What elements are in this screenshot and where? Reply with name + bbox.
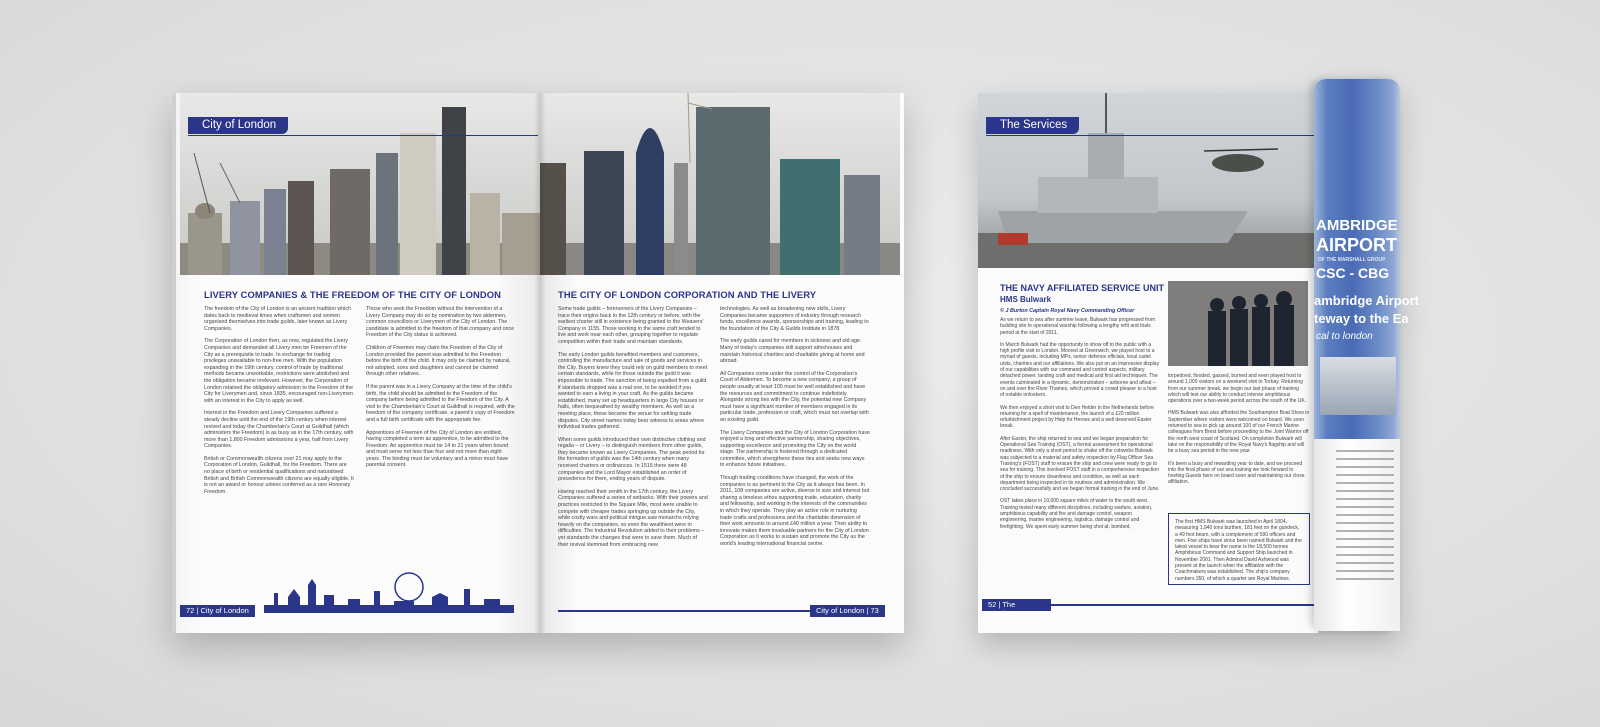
page-footer bbox=[982, 599, 1318, 618]
aircraft-photo bbox=[1320, 357, 1396, 415]
paragraph: The early guilds cared for members in sickness and old age. Many of today's companies still support almshouses and maintain historical charities and charitable giving at home and abroad. bbox=[720, 338, 865, 365]
advert-text-lines bbox=[1314, 439, 1400, 631]
article-heading: LIVERY COMPANIES & THE FREEDOM OF THE CITY OF LONDON bbox=[204, 289, 502, 300]
paragraph: After Easter, the ship returned to sea and we began preparation for Operational Sea Training (OST), a formal assessment for operational readiness. With only a short period to shake off the cobwebs Bulwark was subjected to a material and safety inspection by Flag Officer Sea Training's (FOST) staff to ensure the ship and crew were ready to go to sea for training. This involved FOST staff in a comprehensive inspection of the ship to ensure cleanliness and condition, as well as each department being inspected in its routines and administration. We concluded successfully and we began formal training in the end of June. bbox=[1000, 435, 1160, 493]
article-columns bbox=[558, 306, 870, 554]
box-paragraph: The first HMS Bulwark was launched in April 1804, measuring 1,940 tons burthen, 181 feet on the gundeck, a 49 foot beam, with a complement of 590 officers and men. Five ships have since been named Bulwark and the latest vessel to bear the name is the 18,500 tonnes Amphibious Command and Support Ship launched in November 2001. Then Admiral David Ashwood was present at the launch when the affiliation with the Coachmakers was established. The ship's company numbers 350, of which a quarter are Royal Marines. bbox=[1175, 519, 1302, 582]
paragraph: In March Bulwark had the opportunity to show off to the public with a high profile visit to London. Moored at Greenwich, we played host to a myriad of guests, including MPs, senior defence officials, local cadet units, charities and our affiliations. We also put on an impressive display of our capabilities with our command and control aspects, military detached power, landing craft and medical and first aid techniques. The events culminated in a dynamic, demonstration – airborne and afloat – on and over the River Thames, which proved a crowd pleaser to a host of notable onlookers. bbox=[1000, 341, 1160, 399]
rolled-advert-page bbox=[1314, 79, 1419, 631]
page-number: 72 | City of London bbox=[180, 605, 255, 617]
skyline-photo-right bbox=[540, 93, 900, 275]
paragraph: As we return to sea after summer leave, Bulwark has progressed from building site to operational warship following a lengthy refit and trials period at the start of 2011. bbox=[1000, 317, 1156, 336]
crew-photo bbox=[1168, 281, 1308, 366]
paragraph: When some guilds introduced their own distinctive clothing and regalia – or Livery – to distinguish members from other guilds, they became known as Livery Companies. The peak period for the formation of guilds was the 14th century when many received charters or ordinances. In 1515 there were 48 companies and the Lord Mayor established an order of precedence for them, ending years of dispute. bbox=[558, 436, 706, 483]
text-column-2 bbox=[366, 306, 516, 501]
text-column-2 bbox=[720, 306, 870, 554]
rolled-magazine bbox=[978, 93, 1419, 633]
sailors-illustration bbox=[1168, 281, 1308, 366]
paragraph: Having reached their zenith in the 17th century, the Livery Companies suffered a series of setbacks. With their powers and practices restricted to the Square Mile, most were unable to compete with cheaper trades springing up outside the City, while costly wars and political intrigue saw monarchs relying heavily on the companies, so even the wealthiest were in difficulties. The Industrial Revolution added to their problems – yet standards the changes that were to save them. Much of their revival stemmed from embracing new bbox=[558, 488, 708, 548]
article-subheading: HMS Bulwark bbox=[1000, 295, 1052, 304]
footer-rule bbox=[1051, 604, 1318, 606]
page-number: City of London | 73 bbox=[810, 605, 885, 617]
paragraph: The Livery Companies and the City of London Corporation have enjoyed a long and effective partnership, sharing objectives, supporting excellence and promoting the City on the world stage. The partnership is fostered through a dedicated committee, which strengthens these ties and seeks new ways to enhance future initiatives. bbox=[720, 429, 870, 469]
page-footer bbox=[558, 605, 885, 617]
paragraph: Though trading conditions have changed, the work of the companies is as pertinent to the City as it always has been. In 2011, 108 companies are active, diverse in size and interest but sharing a timeless ethos supporting trade, education, charity and fellowship, and working in the interests of the communities in which they operate. They play an active role in nurturing trade crafts and professions and the charitable dimension of their work amounts to around £40 million a year. Their ability to innovate makes them invaluable partners for the City of London Corporation as it works to sustain and promote the City as the world's leading international financial centre. bbox=[720, 475, 870, 547]
text-column-1 bbox=[204, 306, 354, 501]
tag-rule bbox=[188, 135, 538, 136]
article-heading: THE NAVY AFFILIATED SERVICE UNIT bbox=[1000, 283, 1165, 293]
advert-text: AMBRIDGE bbox=[1316, 217, 1398, 234]
advert-text: cal to london bbox=[1316, 331, 1373, 342]
right-page bbox=[540, 93, 904, 633]
footer-rule bbox=[558, 610, 810, 612]
advert-text: AIRPORT bbox=[1316, 235, 1397, 255]
paragraph: It's been a busy and rewarding year to date, and we proceed into the final phase of our sea training we look forward to hosting Guests here on board soon and maintaining our close affiliation. bbox=[1168, 460, 1305, 486]
skyline-photo-left bbox=[180, 93, 540, 275]
paragraph: torpedoed, flooded, gassed, burned and even played host to around 1,000 visitors on a weekend visit to Torbay. Returning from our summer break, we begin our last phase of training which will test our ability to conduct intense amphibious operations over a two-week period across the south of the UK. bbox=[1168, 373, 1307, 405]
article-heading: THE CITY OF LONDON CORPORATION AND THE LIVERY bbox=[558, 289, 817, 300]
tag-rule bbox=[986, 135, 1316, 136]
warship-photo bbox=[978, 93, 1318, 268]
paragraph: The early London guilds benefited members and customers, controlling the manufacture and sale of goods and services in the City. Buyers knew they could rely on guild members to meet certain standards, while for those outside the guild it was impossible to trade. The sanction of being expelled from a guild if standards dropped was a real one, to be avoided if you wanted to earn a living in your craft. As the guilds became established, many set up headquarters in large City houses or halls, often bequeathed by wealthy members. As well as a meeting place, these became the venue for settling trade disputes. City street names today bear witness to areas where individual trades gathered. bbox=[558, 351, 708, 431]
services-page bbox=[978, 93, 1318, 633]
paragraph: The Corporation of London then, as now, regulated the Livery Companies and demanded all Livery men be Freemen of the City as a prerequisite to trade. In exchange for trading privileges unavailable to non-free men. With the population expanding in the 19th century, control of trade by traditional methods became unworkable, restrictions were abolished and the obligation became irrelevant. However, the Corporation of London retained the obligatory admission to the Freedom of the City for Liverymen and, since 1835, encouraged non-Liverymen with an interest in the City to apply as well. bbox=[204, 338, 353, 404]
paragraph: The freedom of the City of London is an ancient tradition which dates back to medieval times when craftsmen and women organised themselves into trade guilds, later known as Livery Companies. bbox=[204, 306, 351, 332]
advert-text: OF THE MARSHALL GROUP bbox=[1318, 257, 1386, 263]
paragraph: Children of Freemen may claim the Freedom of the City of London provided the parent was admitted to the Freedom before the birth of the child. It may only be claimed by natural, not adopted, sons and daughters and cannot be claimed through other relatives. bbox=[366, 344, 511, 378]
text-column-1 bbox=[558, 306, 708, 554]
paragraph: Apprentices of Freemen of the City of London are entitled, having completed a term as apprentice, to be admitted to the Freedom. An apprentice must be 14 to 21 years when bound and must serve not less than four and not more than eight years. The binding must be voluntary and a minor must have parental consent. bbox=[366, 429, 509, 469]
paragraph: Interest in the Freedom and Livery Companies suffered a steady decline until the end of the 19th century when interest revived and today the Chamberlain's Court at Guildhall (which administers the Freedom) is as busy as in the 17th century, with more than 1,800 Freedom admissions a year, half from Livery Companies. bbox=[204, 410, 354, 450]
paragraph: We then enjoyed a short visit to Den Helder in the Netherlands before returning for a spell of maintenance, the launch of a £20 million refurbishment project by Help for Heroes and a well deserved Easter break. bbox=[1000, 404, 1154, 430]
section-tag: City of London bbox=[188, 117, 288, 134]
article-columns bbox=[204, 306, 516, 501]
paragraph: Some trade guilds – forerunners of the Livery Companies – trace their origins back to the 12th century or before, with the earliest charter still in existence being granted to the Weavers' Company in 1155. Those working in the same craft tended to live and work near each other, grouping together to regulate competition within their trade and maintain standards. bbox=[558, 306, 704, 345]
left-page bbox=[176, 93, 540, 633]
city-towers-illustration bbox=[540, 93, 900, 275]
magazine-spread bbox=[176, 93, 904, 633]
page-footer bbox=[180, 605, 255, 617]
paragraph: technologies. As well as broadening new skills, Livery Companies became supporters of industry through research funds, excellence awards, sponsorships and training, leading to the foundation of the City & Guilds Institute in 1878. bbox=[720, 306, 869, 332]
binding-shadow bbox=[534, 93, 546, 633]
london-skyline-silhouette bbox=[264, 571, 514, 613]
advert-text: CSC - CBG bbox=[1316, 265, 1390, 281]
advert-text: teway to the Ea bbox=[1314, 311, 1409, 326]
history-box bbox=[1168, 513, 1310, 585]
advert-text: ambridge Airport bbox=[1314, 293, 1419, 308]
paragraph: If the parent was in a Livery Company at the time of the child's birth, the child should be admitted to the Freedom of the company before being admitted to the Freedom of the City. A visit to the Chamberlain's Court at Guildhall is required, with the freedom of the company certificate, a parent's copy of Freedom and a full birth certificate with the appropriate fee. bbox=[366, 383, 515, 423]
paragraph: HMS Bulwark was also afforded the Southampton Boat Show in September where visitors were welcomed on board. We soon returned to sea to pick up around 100 of our French Marine colleagues from Brest before proceeding to the Joint Warrior off the north west coast of Scotland. On completion Bulwark will take on the responsibility of the Royal Navy's flagship and will be a busy sea period in the new year. bbox=[1168, 410, 1310, 455]
section-tag: The Services bbox=[986, 117, 1079, 134]
paragraph: Those who seek the Freedom without the intervention of a Livery Company may do so by nomination by two aldermen, common councillors or Liverymen of the City of London. The candidate is admitted to the freedom of that company and once Freedom of the City status is achieved. bbox=[366, 306, 515, 339]
paragraph: OST takes place in 10,000 square miles of water to the south west. Training tested many different disciplines, including warfare, aviation, amphibious capability and fire and damage control, weapon engineering, marine engineering, logistics, damage control and firefighting. We spent early summer being shot at, bombed, bbox=[1000, 498, 1153, 530]
text-column-1 bbox=[1000, 317, 1160, 536]
paragraph: British or Commonwealth citizens over 21 may apply to the Corporation of London, Guildhall, for the Freedom. There are no place of birth or residential qualifications and naturalised British and British Commonwealth citizens are equally eligible. It is not an award or honour unless conferred as a rare Honorary Freedom. bbox=[204, 455, 354, 495]
advert-text-area bbox=[1314, 439, 1400, 631]
paragraph: All Companies come under the control of the Corporation's Court of Aldermen. To become a new company, a group of people usually at least 100 must be well established and have the resources and commitment to continue indefinitely. Alongside strong ties with the City, the potential new Company must have a significant number of members engaged in its particular trade, profession or craft, which must not overlap with an existing guild. bbox=[720, 370, 869, 423]
author-caption: © J Burton Captain Royal Navy Commanding Officer bbox=[1000, 308, 1135, 314]
text-column-2 bbox=[1168, 373, 1310, 492]
page-number: 52 | The Services bbox=[982, 599, 1051, 611]
